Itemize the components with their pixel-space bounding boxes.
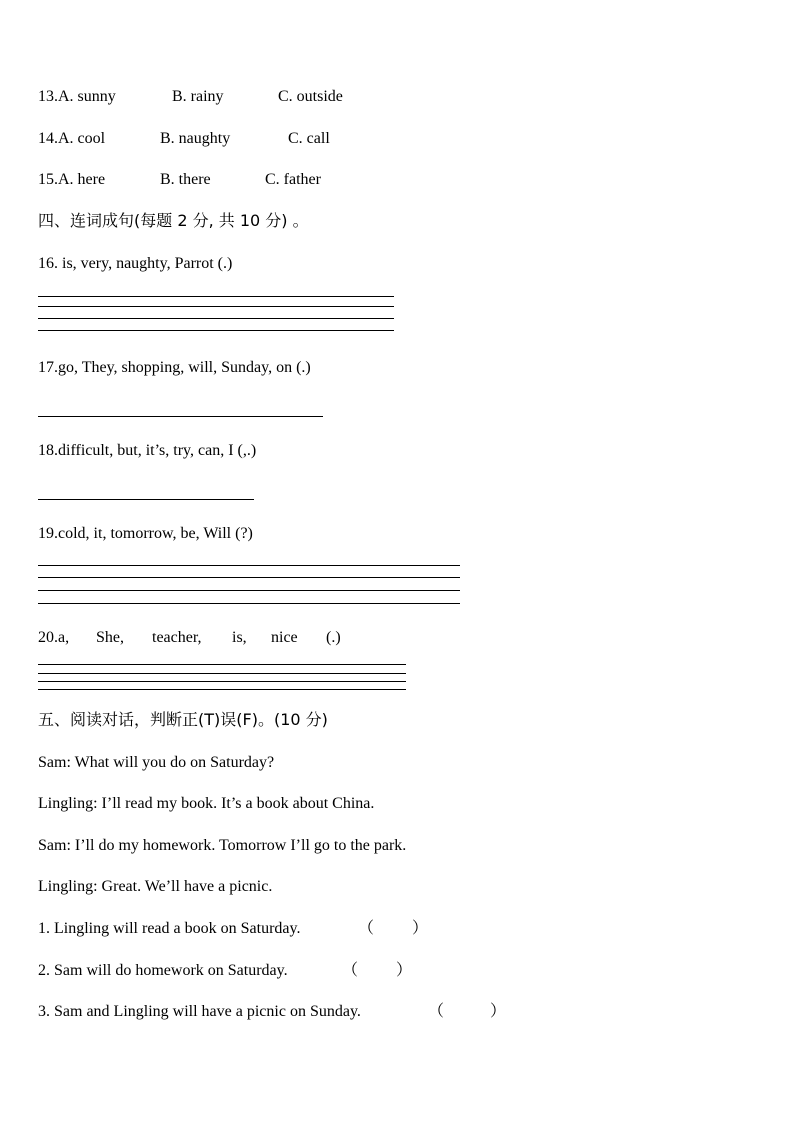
option-c: C. outside [278,88,343,105]
word: 20.a, [38,629,70,646]
paren-open: （ [428,1003,445,1020]
question-17: 17.go, They, shopping, will, Sunday, on (.) [38,359,311,376]
question-20 [38,628,341,648]
answer-line[interactable] [38,590,460,591]
option-a: A. cool [58,130,106,147]
statement-2 [38,961,413,981]
section-4-heading: 四、连词成句(每题 2 分, 共 10 分) 。 [38,211,309,230]
paren-open: （ [342,962,359,979]
answer-blank[interactable] [358,919,428,939]
statement-3 [38,1002,507,1022]
word: teacher, [152,629,202,646]
answer-line[interactable] [38,318,394,319]
answer-line[interactable] [38,416,323,417]
section-5-heading: 五、阅读对话，判断正(T)误(F)。(10 分) [38,710,328,729]
option-c: C. call [288,130,330,147]
option-c: C. father [265,171,321,188]
answer-line[interactable] [38,603,460,604]
option-a: A. here [58,171,106,188]
item-number: 13. [38,88,58,105]
answer-line[interactable] [38,673,406,674]
item-number: 14. [38,130,58,147]
word: (.) [326,629,341,646]
option-b: B. there [160,171,211,188]
paren-close: ） [396,962,413,979]
question-19: 19.cold, it, tomorrow, be, Will (?) [38,525,253,542]
dialogue-line: Sam: What will you do on Saturday? [38,754,275,771]
question-16: 16. is, very, naughty, Parrot (.) [38,255,233,272]
answer-blank[interactable] [342,961,412,981]
option-b: B. naughty [160,130,231,147]
word: She, [96,629,124,646]
option-b: B. rainy [172,88,224,105]
question-18: 18.difficult, but, it’s, try, can, I (,.) [38,442,257,459]
word: nice [271,629,298,646]
answer-line[interactable] [38,565,460,566]
paren-close: ） [490,1003,507,1020]
answer-line[interactable] [38,330,394,331]
statement-1 [38,919,429,939]
item-number: 15. [38,171,58,188]
word: is, [232,629,247,646]
paren-open: （ [358,920,375,937]
statement-text: 3. Sam and Lingling will have a picnic on Sunday. [38,1003,361,1020]
choice-item-13 [38,87,343,107]
choice-item-14 [38,129,330,149]
statement-text: 1. Lingling will read a book on Saturday. [38,920,301,937]
dialogue-line: Sam: I’ll do my homework. Tomorrow I’ll go to the park. [38,837,407,854]
answer-blank[interactable] [428,1002,506,1022]
choice-item-15 [38,170,321,190]
statement-text: 2. Sam will do homework on Saturday. [38,962,288,979]
answer-line[interactable] [38,577,460,578]
answer-line[interactable] [38,499,254,500]
answer-line[interactable] [38,681,406,682]
dialogue-line: Lingling: Great. We’ll have a picnic. [38,878,273,895]
answer-line[interactable] [38,689,406,690]
answer-line[interactable] [38,664,406,665]
answer-line[interactable] [38,306,394,307]
paren-close: ） [412,920,429,937]
dialogue-line: Lingling: I’ll read my book. It’s a book about China. [38,795,375,812]
answer-line[interactable] [38,296,394,297]
option-a: A. sunny [58,88,116,105]
